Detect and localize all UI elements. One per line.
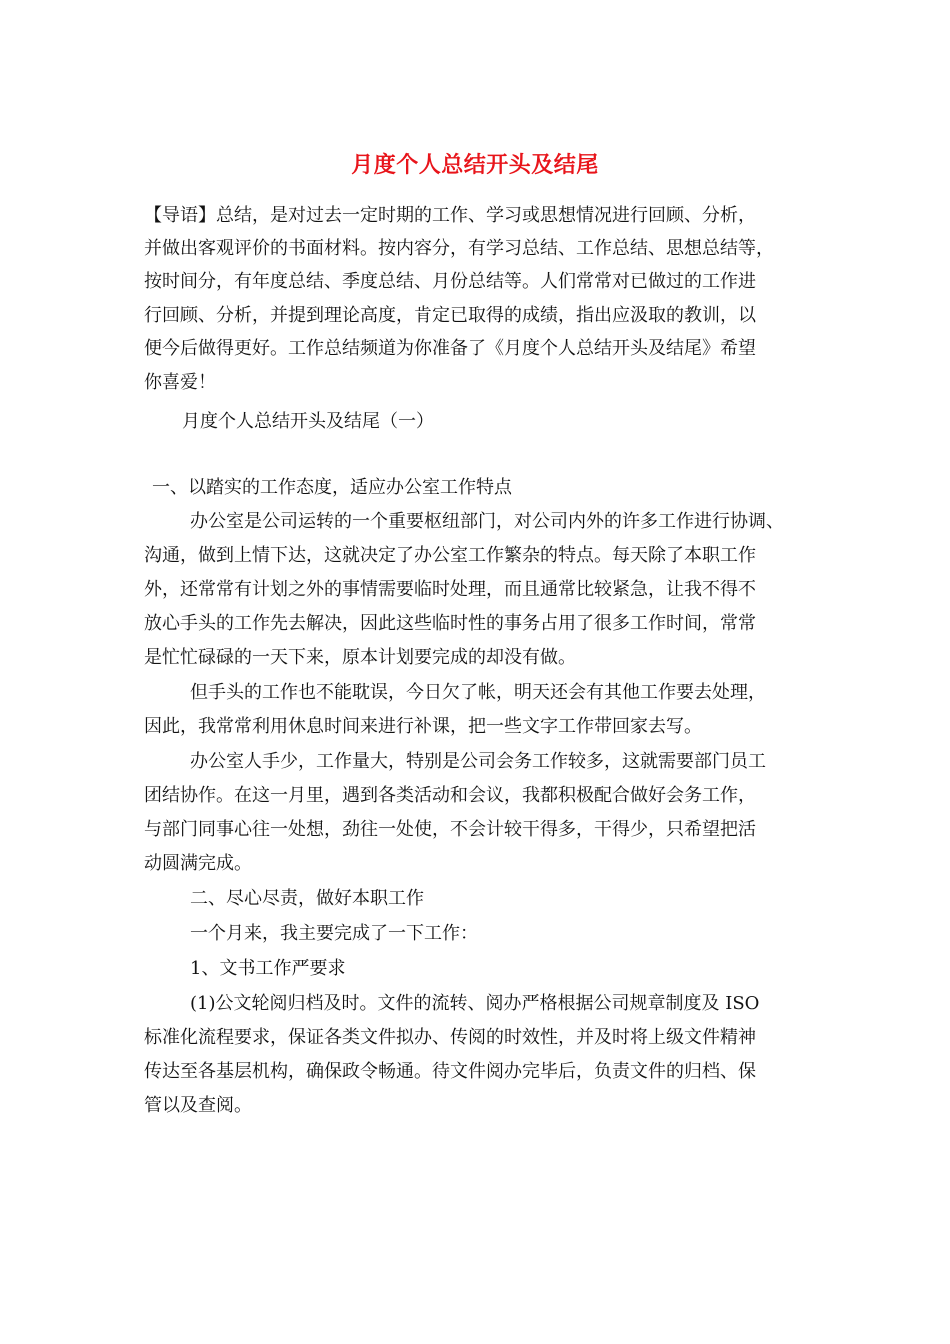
para-5-line-2: 标准化流程要求，保证各类文件拟办、传阅的时效性，并及时将上级文件精神	[144, 1027, 756, 1048]
para-1-line-3: 外，还常常有计划之外的事情需要临时处理，而且通常比较紧急，让我不得不	[144, 579, 756, 600]
para-3-line-4: 动圆满完成。	[144, 853, 252, 874]
para-5-line-4: 管以及查阅。	[144, 1095, 252, 1116]
para-5-line-1: (1)公文轮阅归档及时。文件的流转、阅办严格根据公司规章制度及 ISO	[190, 993, 760, 1014]
para-2-line-2: 因此，我常常利用休息时间来进行补课，把一些文字工作带回家去写。	[144, 716, 702, 737]
intro-line-6: 你喜爱！	[144, 372, 216, 393]
intro-line-1: 【导语】总结，是对过去一定时期的工作、学习或思想情况进行回顾、分析，	[144, 205, 756, 226]
para-5-line-3: 传达至各基层机构，确保政令畅通。待文件阅办完毕后，负责文件的归档、保	[144, 1061, 756, 1082]
intro-line-2: 并做出客观评价的书面材料。按内容分，有学习总结、工作总结、思想总结等，	[144, 238, 774, 259]
para-3-line-2: 团结协作。在这一月里，遇到各类活动和会议，我都积极配合做好会务工作，	[144, 785, 756, 806]
heading-two: 二、尽心尽责，做好本职工作	[190, 888, 424, 909]
intro-line-3: 按时间分，有年度总结、季度总结、月份总结等。人们常常对已做过的工作进	[144, 271, 756, 292]
para-1-line-1: 办公室是公司运转的一个重要枢纽部门，对公司内外的许多工作进行协调、	[190, 511, 784, 532]
intro-line-5: 便今后做得更好。工作总结频道为你准备了《月度个人总结开头及结尾》希望	[144, 338, 756, 359]
document-title: 月度个人总结开头及结尾	[351, 152, 599, 178]
para-3-line-3: 与部门同事心往一处想，劲往一处使，不会计较干得多，干得少，只希望把活	[144, 819, 756, 840]
para-1-line-2: 沟通，做到上情下达，这就决定了办公室工作繁杂的特点。每天除了本职工作	[144, 545, 756, 566]
intro-line-4: 行回顾、分析，并提到理论高度，肯定已取得的成绩，指出应汲取的教训，以	[144, 305, 756, 326]
para-1-line-4: 放心手头的工作先去解决，因此这些临时性的事务占用了很多工作时间，常常	[144, 613, 756, 634]
section-heading: 月度个人总结开头及结尾（一）	[182, 411, 434, 432]
subheading-one: 1、文书工作严要求	[190, 958, 346, 979]
para-4-line-1: 一个月来，我主要完成了一下工作：	[190, 923, 478, 944]
heading-one: 一、以踏实的工作态度，适应办公室工作特点	[152, 477, 512, 498]
para-2-line-1: 但手头的工作也不能耽误，今日欠了帐，明天还会有其他工作要去处理，	[190, 682, 766, 703]
para-1-line-5: 是忙忙碌碌的一天下来，原本计划要完成的却没有做。	[144, 647, 576, 668]
para-3-line-1: 办公室人手少，工作量大，特别是公司会务工作较多，这就需要部门员工	[190, 751, 766, 772]
